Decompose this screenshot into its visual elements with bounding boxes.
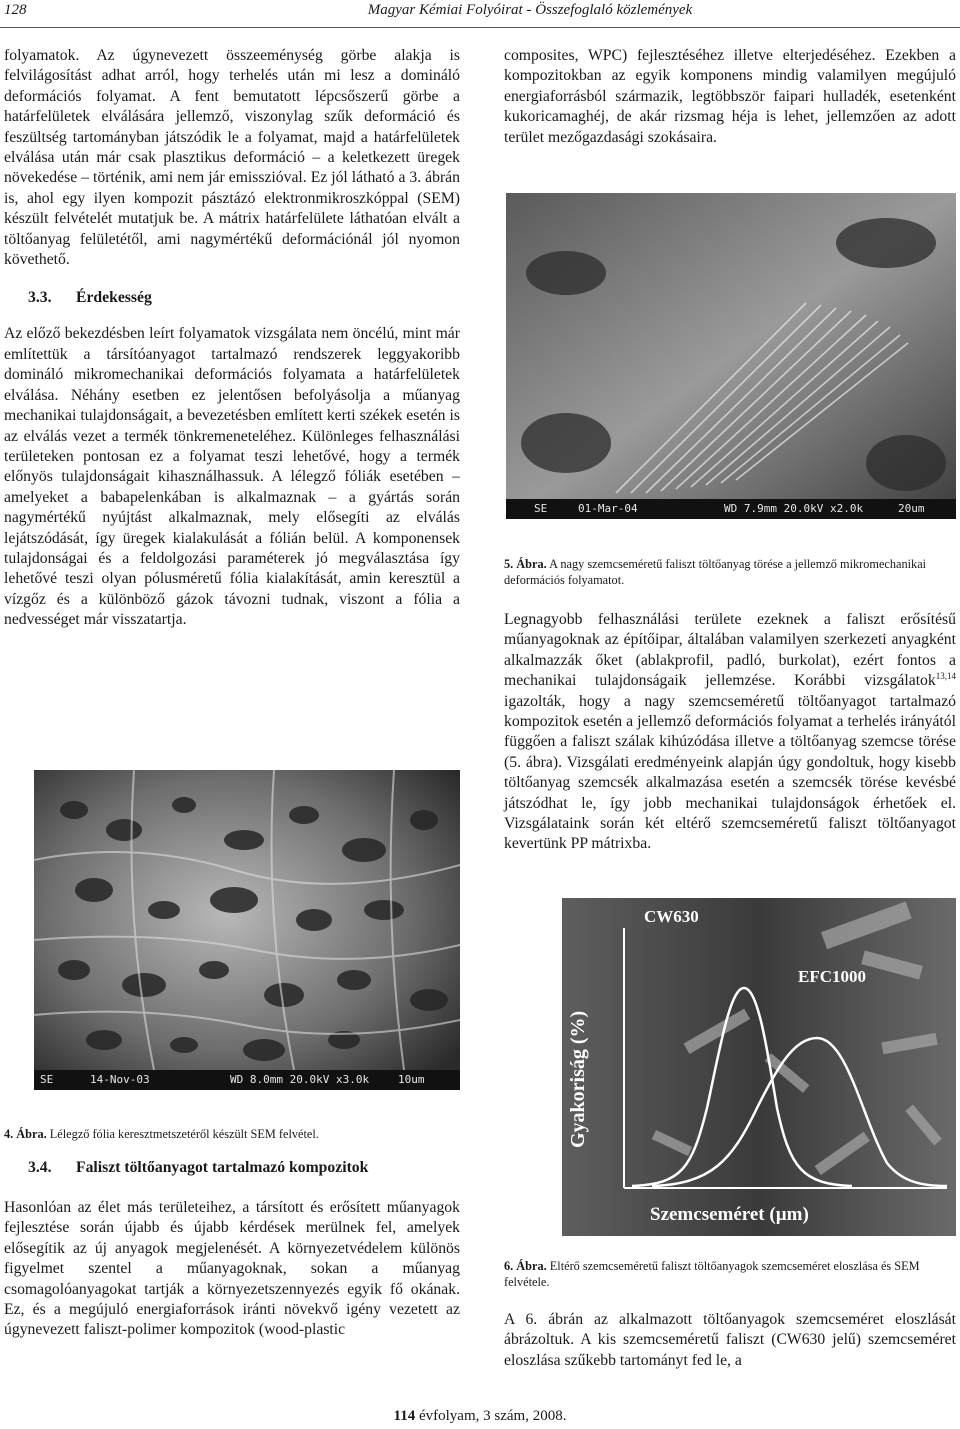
footer-text: évfolyam, 3 szám, 2008. — [415, 1408, 567, 1424]
figure-4-scale-bar — [34, 1070, 460, 1090]
right-paragraph-2 — [504, 610, 956, 855]
figure-5-scale: 20um — [898, 502, 925, 515]
left-paragraph-3: Hasonlóan az élet más területeihez, a társított és erősített műanyagok fejlesztése során újabb és újabb kérdések merülnek fel, amelyek elősegítik az új anyagok megjelenését. A környezetvédelem különös figyelmet szentel a műanyagoknak, sokan a műanyag csomagolóanyagokat tartják a környezetszennyezés egyik fő okának. Ez, és a megújuló energiaforrások iránti növekvő igény vezetett az úgynevezett faliszt-polimer kompozitok (wood-plastic — [4, 1199, 460, 1339]
running-head: Magyar Kémiai Folyóirat - Összefoglaló közlemények — [367, 2, 693, 18]
figure-5-caption — [504, 556, 956, 588]
left-paragraph-1: folyamatok. Az úgynevezett összeeménység görbe alakja is felvilágosítást adhat arról, hogy terhelés után mi lesz a domináló deformációs folyamat. A fent bemutatott lépcsőszerű görbe a határfelületek elválására jellemző, viszonylag szűk deformáció és feszültség tartományban játszódik le a folyamat, majd a határfelületek elválása után már csak plasztikus deformáció – a keletkezett üregek növekedése – történik, ami nem jár emisszióval. Ez jól látható a 3. ábrán is, ahol egy ilyen kompozit pásztázó elektronmikroszkóppal (SEM) készült felvételét mutatjuk be. A mátrix határfelülete láthatóan elvált a töltőanyag felületétől, ami nagymértékű deformációnál jól nyomon követhető. — [4, 47, 460, 269]
figure-6-plot — [562, 898, 956, 1236]
reference-13-14: 13,14 — [935, 670, 956, 681]
section-3-3-heading — [4, 288, 460, 308]
figure-5-scale-bar — [506, 499, 956, 519]
footer — [0, 1408, 960, 1425]
right-paragraph-2-a: Legnagyobb felhasználási területe ezeknek a faliszt erősítésű műanyagoknak az építőipar, általában valamilyen szerkezeti anyagként alkalmazzák őket (ablakprofil, padló, burkolat), ezért fontos a mechanikai tulajdonságaik jellemzése. Korábbi vizsgálatok — [504, 611, 956, 690]
figure-6-caption-label: 6. Ábra. — [504, 1259, 547, 1273]
figure-4-sem-image — [34, 770, 460, 1090]
cw630-label: CW630 — [644, 907, 699, 926]
figure-4-caption — [4, 1126, 460, 1142]
section-3-3-number: 3.3. — [28, 289, 52, 307]
figure-4-caption-text: Lélegző fólia keresztmetszetéről készült SEM felvétel. — [46, 1127, 319, 1141]
left-column — [4, 46, 460, 631]
right-column — [504, 46, 956, 148]
left-paragraph-2: Az előző bekezdésben leírt folyamatok vizsgálata nem öncélú, mint már említettük a társítóanyagot tartalmazó rendszerek leggyakoribb domináló mikromechanikai deformációs folyamata a határfelületek elválása. Néhány esetben ez jelentősen befolyásolja a műanyag mechanikai tulajdonságait, a bevezetésben említett kerti székek esetén is az elválás vezet a termék tönkremeneteléhez. Különleges felhasználási területeken pontosan ez a folyamat teszi lehetővé, hogy a termék előnyös tulajdonságait kihasználhassuk. A lélegző fóliák esetében – amelyeket a babapelenkában is alkalmaznak – a gyártás során nagymértékű nyújtást alkalmaznak, mely elősegíti az elválás lejátszódását, így üregek kialakulását a fólián belül. A komponensek tulajdonságai és a feldolgozási paraméterek jó megválasztása így lehetővé teszi olyan pólusméretű fólia kialakítását, amin keresztül a vízgőz és a különböző gázok távozni tudnak, viszont a fólia a nedvességet már visszatartja. — [4, 325, 460, 629]
figure-5-caption-text: A nagy szemcseméretű faliszt töltőanyag törése a jellemző mikromechanikai deformációs folyamatot. — [504, 557, 927, 587]
figure-6-image — [562, 898, 956, 1236]
figure-4-date: 14-Nov-03 — [90, 1073, 150, 1086]
page-number: 128 — [4, 2, 27, 18]
figure-4-se-label: SE — [40, 1073, 54, 1086]
figure-5-sem-image — [506, 193, 956, 519]
figure-4-scale: 10um — [398, 1073, 425, 1086]
figure-6-background — [562, 898, 956, 1236]
section-3-4-title: Faliszt töltőanyagot tartalmazó kompozitok — [76, 1159, 369, 1176]
figure-6-x-label: Szemcseméret (µm) — [650, 1204, 809, 1225]
figure-5-caption-label: 5. Ábra. — [504, 557, 547, 571]
figure-5-se-label: SE — [534, 502, 548, 515]
efc1000-label: EFC1000 — [798, 967, 866, 986]
right-paragraph-1: composites, WPC) fejlesztéséhez illetve elterjedéséhez. Ezekben a kompozitokban az egyik komponens mindig valamilyen megújuló energiaforrásból származik, legtöbbször faipari hulladék, esetenként kukoricamaghéj, de akár rizsmag héja is lehet, jellemzően az adott terület mezőgazdasági szokásaira. — [504, 47, 956, 146]
section-3-4-number: 3.4. — [28, 1159, 52, 1176]
figure-5-params: WD 7.9mm 20.0kV x2.0k — [724, 502, 864, 515]
figure-6-y-label: Gyakoriság (%) — [567, 1010, 589, 1148]
figure-4-texture — [34, 770, 460, 1090]
figure-6-caption-text: Eltérő szemcseméretű faliszt töltőanyagok szemcseméret eloszlása és SEM felvétele. — [504, 1259, 920, 1289]
figure-6-caption — [504, 1258, 956, 1290]
right-paragraph-2-b: igazolták, hogy a nagy szemcseméretű töltőanyagot tartalmazó kompozitok esetén a jellemző deformációs folyamat a terhelés irányától függően a faliszt szálak kihúzódása illetve a töltőanyag szemcse törése (5. ábra). Vizsgálati eredményeink alapján úgy gondoltuk, hogy kisebb töltőanyag szemcsék alkalmazása esetén a szemcsék törése kevésbé játszódhat le, így jobb mechanikai tulajdonságok érhetőek el. Vizsgálataink során két eltérő szemcseméretű faliszt töltőanyagot kevertünk PP mátrixba. — [504, 692, 956, 853]
figure-4-params: WD 8.0mm 20.0kV x3.0k — [230, 1073, 370, 1086]
figure-4-caption-label: 4. Ábra. — [4, 1127, 47, 1141]
footer-volume: 114 — [393, 1408, 416, 1424]
section-3-3-title: Érdekesség — [76, 289, 152, 307]
figure-5-texture — [506, 193, 956, 519]
header-rule — [0, 27, 960, 28]
figure-5-date: 01-Mar-04 — [578, 502, 638, 515]
section-3-4-heading — [4, 1158, 460, 1178]
right-paragraph-3: A 6. ábrán az alkalmazott töltőanyagok szemcseméret eloszlását ábrázoltuk. A kis szemcseméretű faliszt (CW630 jelű) szemcseméret eloszlása szűkebb tartományt fed le, a — [504, 1311, 956, 1369]
